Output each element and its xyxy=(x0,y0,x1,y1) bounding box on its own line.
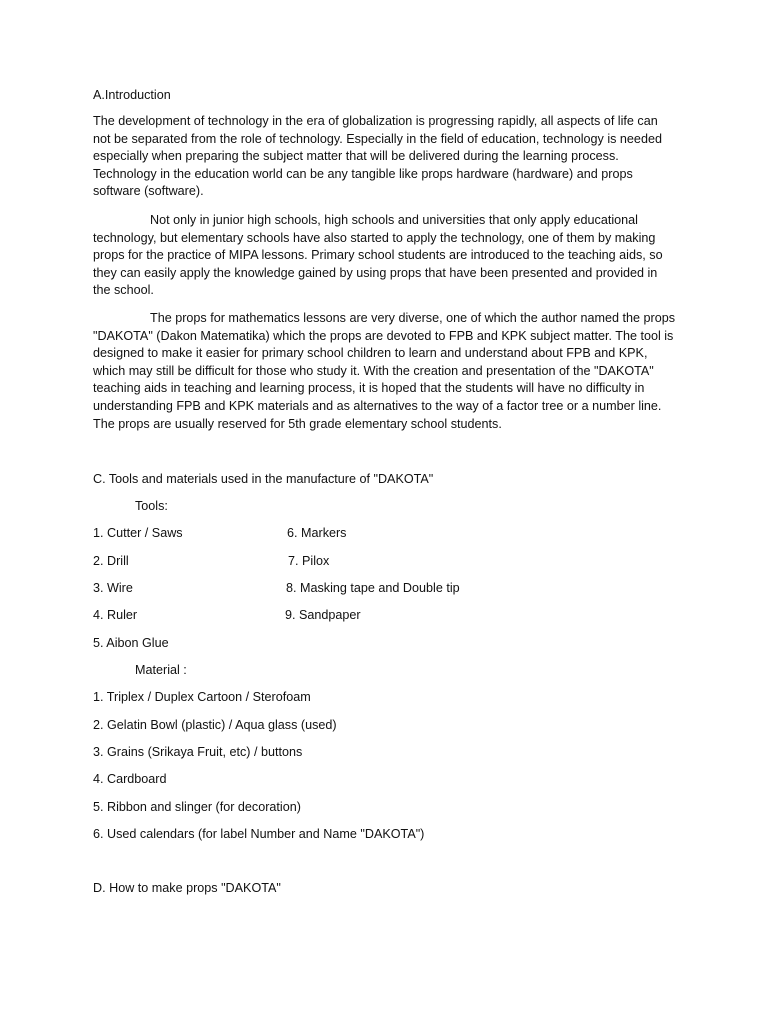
material-label: Material : xyxy=(135,663,187,677)
tool-item: 8. Masking tape and Double tip xyxy=(286,581,460,595)
material-item: 2. Gelatin Bowl (plastic) / Aqua glass (used) xyxy=(93,718,337,732)
section-heading-how-to-make: D. How to make props "DAKOTA" xyxy=(93,881,281,895)
paragraph-3: The props for mathematics lessons are very diverse, one of which the author named the props "DAKOTA" (Dakon Matematika) which the props are devoted to FPB and KPK subject matter. The tool is designed to make it easier for primary school children to learn and understand about FPB and KPK, which may still be difficult for those who study it. With the creation and presentation of the "DAKOTA" teaching aids in teaching and learning process, it is hoped that the students will have no difficulty in understanding FPB and KPK materials and as alternatives to the way of a factor tree or a number line. The props are usually reserved for 5th grade elementary school students. xyxy=(93,311,676,431)
tool-item: 6. Markers xyxy=(287,526,347,540)
tool-item: 9. Sandpaper xyxy=(285,608,361,622)
section-heading-tools-materials: C. Tools and materials used in the manufacture of "DAKOTA" xyxy=(93,472,434,486)
tool-item: 1. Cutter / Saws xyxy=(93,526,183,540)
material-item: 5. Ribbon and slinger (for decoration) xyxy=(93,800,301,814)
material-item: 3. Grains (Srikaya Fruit, etc) / buttons xyxy=(93,745,303,759)
material-item: 1. Triplex / Duplex Cartoon / Sterofoam xyxy=(93,690,311,704)
tool-item: 7. Pilox xyxy=(288,554,330,568)
paragraph-2: Not only in junior high schools, high schools and universities that only apply educational technology, but elementary schools have also started to apply the technology, one of them by making props for the practice of MIPA lessons. Primary school students are introduced to the teaching aids, so they can easily apply the knowledge gained by using props that have been presented and provided in the school. xyxy=(93,213,663,298)
material-item: 4. Cardboard xyxy=(93,772,167,786)
tool-item: 4. Ruler xyxy=(93,608,138,622)
paragraph-1: The development of technology in the era of globalization is progressing rapidly, all aspects of life can not be separated from the role of technology. Especially in the field of education, technology is needed especially when preparing the subject matter that will be delivered during the learning process. Technology in the education world can be any tangible like props hardware (hardware) and props software (software). xyxy=(93,114,662,199)
material-item: 6. Used calendars (for label Number and Name "DAKOTA") xyxy=(93,827,425,841)
tool-item: 2. Drill xyxy=(93,554,129,568)
tool-item: 5. Aibon Glue xyxy=(93,636,169,650)
tool-item: 3. Wire xyxy=(93,581,133,595)
tools-label: Tools: xyxy=(135,499,168,513)
section-heading-introduction: A.Introduction xyxy=(93,88,171,102)
